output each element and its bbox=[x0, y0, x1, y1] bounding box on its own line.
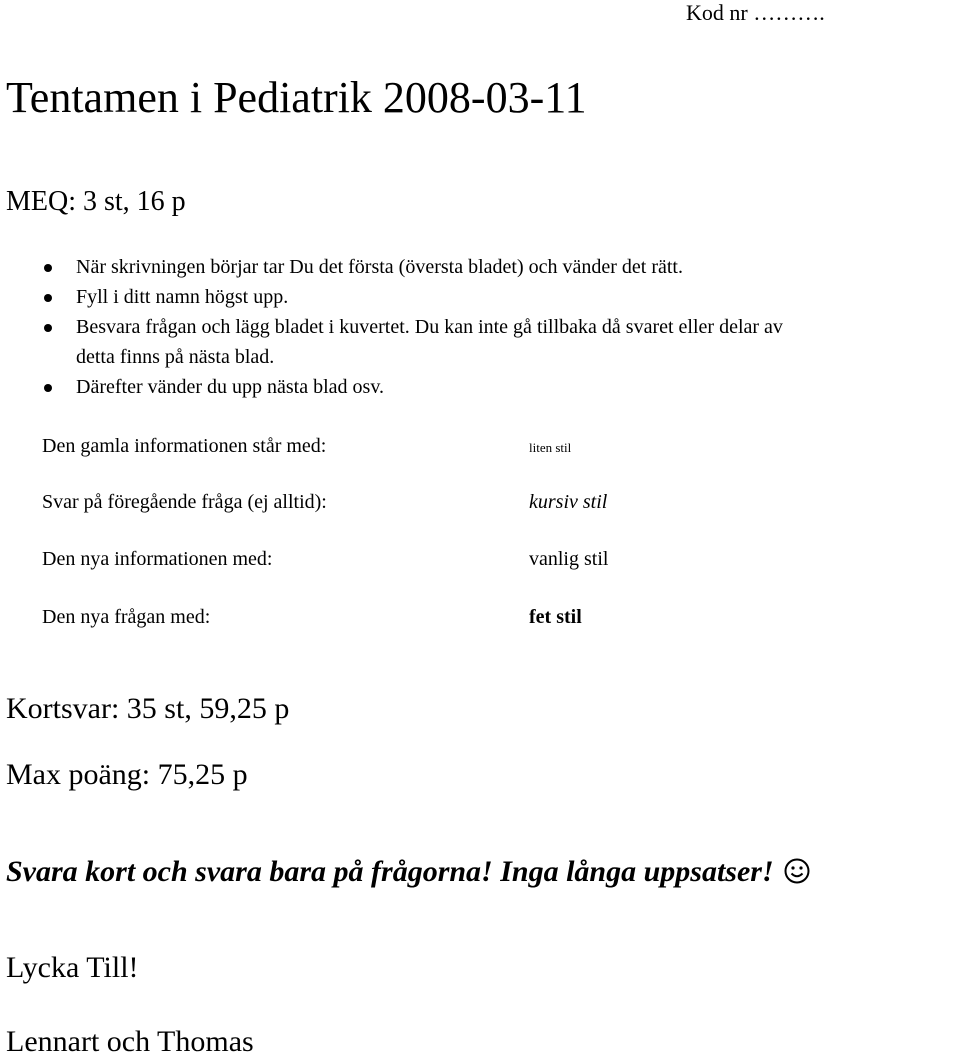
bullet-icon bbox=[44, 264, 52, 272]
advice-text: Svara kort och svara bara på frågorna! Inga långa uppsatser! bbox=[6, 855, 774, 888]
signature: Lennart och Thomas bbox=[6, 1025, 254, 1058]
instruction-list bbox=[0, 252, 960, 402]
legend-style-small: liten stil bbox=[529, 440, 572, 455]
smiley-icon bbox=[784, 858, 810, 884]
kortsvar-heading: Kortsvar: 35 st, 59,25 p bbox=[6, 692, 290, 725]
legend-label-new-info: Den nya informationen med: bbox=[42, 548, 273, 570]
legend-label-new-question: Den nya frågan med: bbox=[42, 606, 211, 628]
instruction-item bbox=[0, 372, 960, 402]
bullet-icon bbox=[44, 294, 52, 302]
bullet-icon bbox=[44, 384, 52, 392]
legend-style-italic: kursiv stil bbox=[529, 491, 608, 513]
instruction-text: Därefter vänder du upp nästa blad osv. bbox=[76, 376, 385, 398]
instruction-text: När skrivningen börjar tar Du det första (översta bladet) och vänder det rätt. bbox=[76, 256, 683, 278]
legend-label-previous-answer: Svar på föregående fråga (ej alltid): bbox=[42, 491, 327, 513]
legend-label-old-info: Den gamla informationen står med: bbox=[42, 435, 327, 457]
code-number-field: Kod nr ………. bbox=[686, 0, 825, 25]
bullet-icon bbox=[44, 324, 52, 332]
max-points-heading: Max poäng: 75,25 p bbox=[6, 758, 248, 791]
legend-style-bold: fet stil bbox=[529, 606, 582, 628]
instruction-item bbox=[0, 252, 960, 282]
instruction-item bbox=[0, 312, 960, 372]
greeting: Lycka Till! bbox=[6, 951, 139, 984]
legend-style-normal: vanlig stil bbox=[529, 548, 609, 570]
advice-line bbox=[6, 852, 810, 892]
instruction-text: Fyll i ditt namn högst upp. bbox=[76, 286, 289, 308]
instruction-text: Besvara frågan och lägg bladet i kuvertet. Du kan inte gå tillbaka då svaret eller delar av bbox=[76, 316, 783, 338]
instruction-item bbox=[0, 282, 960, 312]
meq-heading: MEQ: 3 st, 16 p bbox=[6, 186, 186, 217]
instruction-text: detta finns på nästa blad. bbox=[76, 346, 275, 368]
exam-title: Tentamen i Pediatrik 2008-03-11 bbox=[6, 73, 587, 122]
